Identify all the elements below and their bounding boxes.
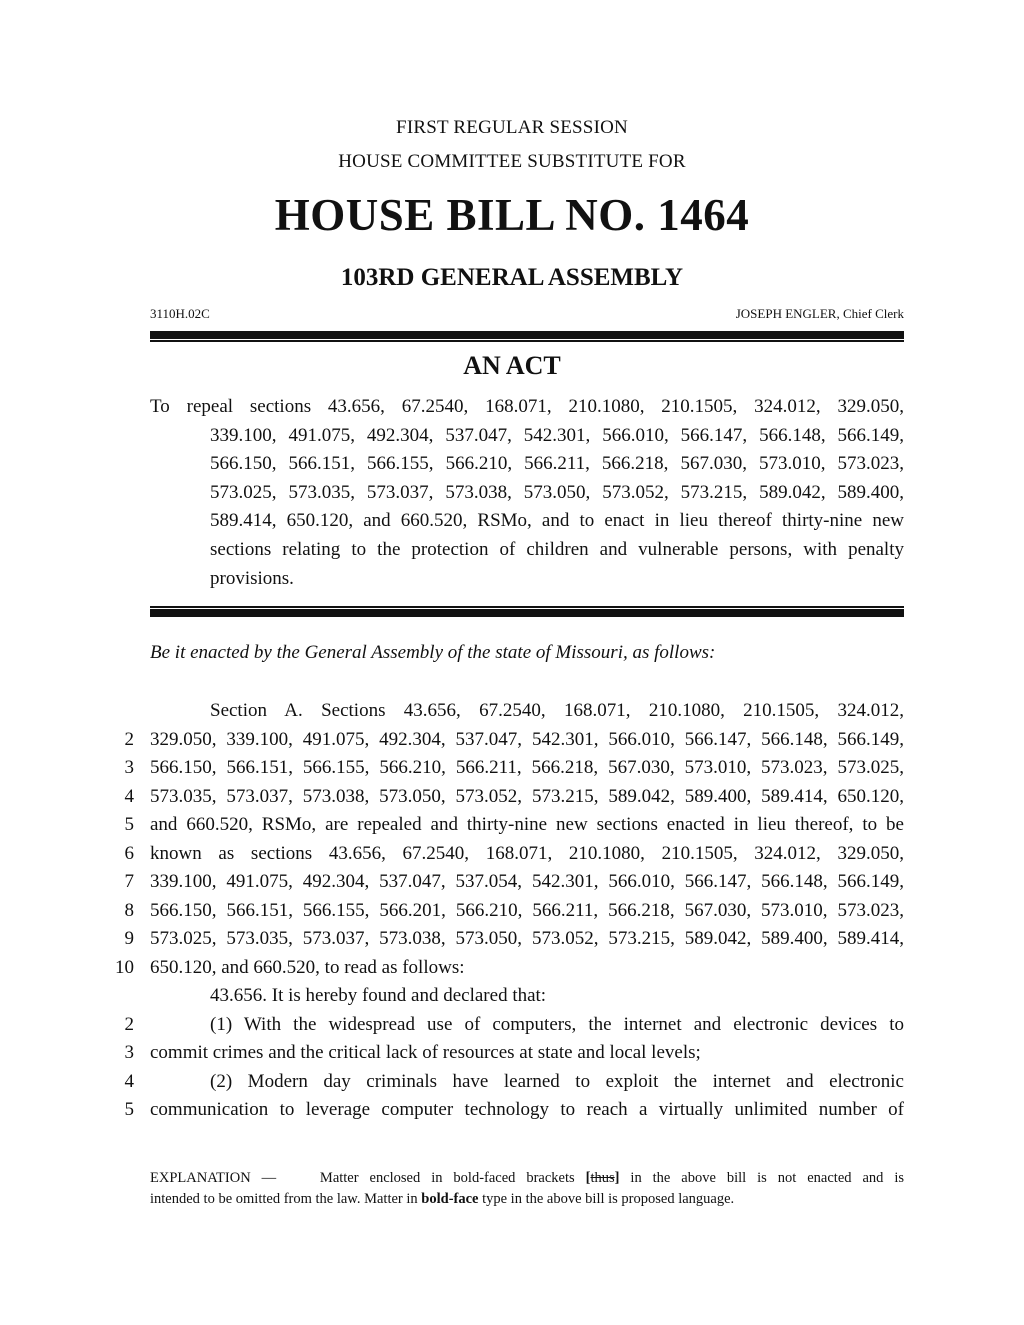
title-line: provisions.: [210, 567, 294, 589]
line-text: 573.035, 573.037, 573.038, 573.050, 573.052, 573.215, 589.042, 589.400, 589.414, 650.120,: [150, 785, 904, 807]
line-text: (1) With the widespread use of computers, the internet and electronic devices to: [210, 1013, 904, 1035]
title-line: 339.100, 491.075, 492.304, 537.047, 542.301, 566.010, 566.147, 566.148, 566.149,: [210, 424, 904, 446]
explanation-line-2: [150, 1191, 734, 1207]
title-line: 566.150, 566.151, 566.155, 566.210, 566.211, 566.218, 567.030, 573.010, 573.023,: [210, 453, 904, 475]
title-line: 573.025, 573.035, 573.037, 573.038, 573.050, 573.052, 573.215, 589.042, 589.400,: [210, 481, 904, 503]
line-number: 4: [124, 1070, 134, 1092]
bracket-open: [: [585, 1170, 591, 1186]
line-number: 7: [124, 871, 134, 892]
title-line: sections relating to the protection of children and vulnerable persons, with penalty: [210, 539, 904, 560]
line-text: 650.120, and 660.520, to read as follows:: [150, 956, 465, 978]
line-text: 329.050, 339.100, 491.075, 492.304, 537.047, 542.301, 566.010, 566.147, 566.148, 566.149,: [150, 728, 904, 750]
title-rule-thin: [150, 606, 904, 608]
line-text: 339.100, 491.075, 492.304, 537.047, 537.054, 542.301, 566.010, 566.147, 566.148, 566.149,: [150, 871, 904, 892]
explanation-text: in the above bill is not enacted and is: [619, 1170, 905, 1186]
assembly-label: 103RD GENERAL ASSEMBLY: [340, 264, 684, 291]
line-number: 9: [124, 928, 134, 949]
explanation-text: Matter enclosed in bold-faced brackets: [319, 1170, 586, 1186]
explanation-footnote: [150, 1168, 904, 1210]
explanation-text: type in the above bill is proposed language.: [478, 1191, 735, 1207]
header-rule-thick: [150, 331, 904, 339]
line-text: commit crimes and the critical lack of resources at state and local levels;: [150, 1042, 701, 1063]
line-text: communication to leverage computer technology to reach a virtually unlimited number of: [150, 1099, 904, 1120]
line-number: 2: [124, 728, 134, 750]
title-line: 589.414, 650.120, and 660.520, RSMo, and to enact in lieu thereof thirty-nine new: [210, 510, 904, 532]
substitute-label: HOUSE COMMITTEE SUBSTITUTE FOR: [338, 151, 686, 172]
line-text: 566.150, 566.151, 566.155, 566.201, 566.210, 566.211, 566.218, 567.030, 573.010, 573.023,: [150, 899, 904, 921]
explanation-label: EXPLANATION —: [150, 1170, 277, 1186]
struck-example: thus: [590, 1170, 615, 1186]
bill-number: HOUSE BILL NO. 1464: [274, 190, 750, 240]
title-rule-thick: [150, 609, 904, 617]
bold-face-example: bold-face: [421, 1191, 479, 1207]
act-title: [150, 393, 904, 593]
line-text: 566.150, 566.151, 566.155, 566.210, 566.211, 566.218, 567.030, 573.010, 573.023, 573.025,: [150, 757, 904, 778]
enacting-clause: Be it enacted by the General Assembly of the state of Missouri, as follows:: [150, 642, 716, 663]
line-number: 8: [124, 899, 134, 921]
lr-number: 3110H.02C: [150, 306, 210, 321]
bracket-close: ]: [614, 1170, 620, 1186]
line-number: 10: [115, 956, 134, 978]
session-label: FIRST REGULAR SESSION: [396, 117, 628, 138]
line-text: (2) Modern day criminals have learned to exploit the internet and electronic: [210, 1070, 904, 1092]
header-rule-thin: [150, 340, 904, 342]
line-number: 3: [124, 757, 134, 778]
line-text: and 660.520, RSMo, are repealed and thirty-nine new sections enacted in lieu thereof, to be: [150, 814, 904, 835]
line-number: 6: [124, 842, 134, 864]
line-text: known as sections 43.656, 67.2540, 168.071, 210.1080, 210.1505, 324.012, 329.050,: [150, 842, 904, 864]
chief-clerk: JOSEPH ENGLER, Chief Clerk: [735, 306, 904, 321]
line-text: 573.025, 573.035, 573.037, 573.038, 573.050, 573.052, 573.215, 589.042, 589.400, 589.414,: [150, 928, 904, 949]
act-heading: AN ACT: [463, 351, 561, 380]
explanation-text: intended to be omitted from the law. Matter in: [150, 1191, 422, 1207]
line-number: 2: [124, 1013, 134, 1035]
line-number: 3: [124, 1042, 134, 1063]
line-number: 4: [124, 785, 134, 807]
explanation-line-1: [150, 1168, 904, 1189]
line-text: 43.656. It is hereby found and declared that:: [210, 985, 547, 1006]
line-number: 5: [124, 814, 134, 835]
bill-body: [0, 700, 1024, 1140]
title-line: To repeal sections 43.656, 67.2540, 168.071, 210.1080, 210.1505, 324.012, 329.050,: [150, 396, 904, 417]
line-number: 5: [124, 1099, 134, 1120]
line-text: Section A. Sections 43.656, 67.2540, 168.071, 210.1080, 210.1505, 324.012,: [210, 700, 904, 721]
